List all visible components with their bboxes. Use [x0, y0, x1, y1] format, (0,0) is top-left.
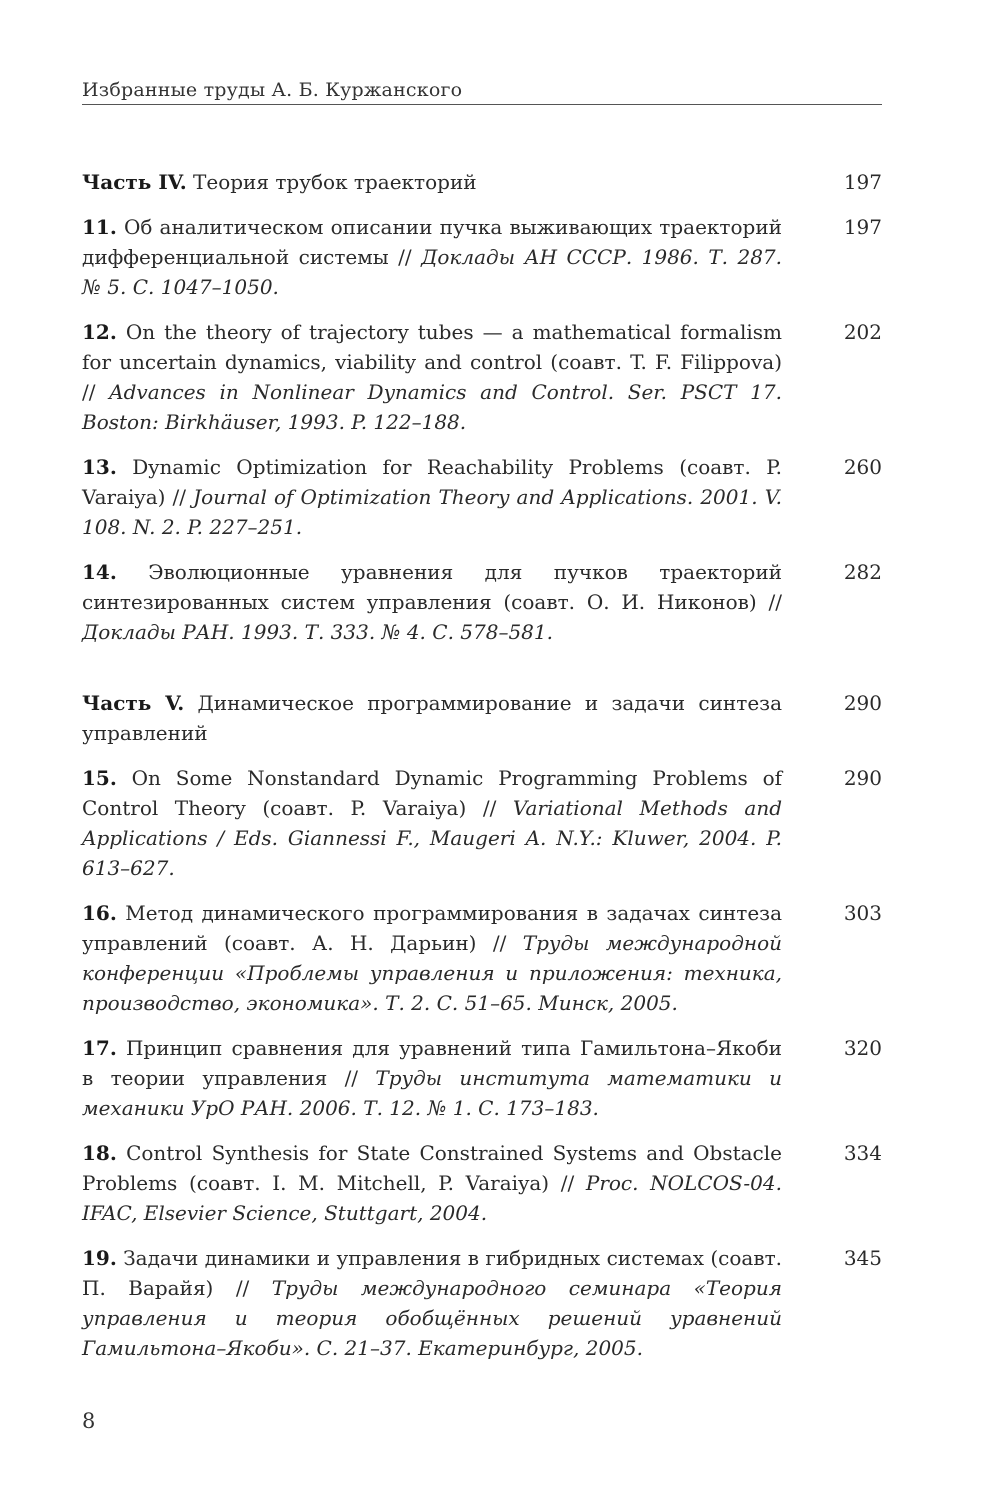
entry-separator: //	[388, 245, 422, 269]
entry-title: Dynamic Optimization for Reachability Problems (соавт. P. Varaiya)	[82, 455, 783, 509]
entry-number: 19.	[82, 1246, 117, 1270]
toc-page-number: 320	[843, 1036, 882, 1060]
toc-entry	[82, 763, 882, 883]
entry-source: Труды международной конференции «Проблемы управления и приложения: техника, производство, экономика». Т. 2. С. 51–65. Минск, 2005.	[82, 931, 782, 1015]
entry-separator: //	[327, 1066, 376, 1090]
entry-separator: //	[549, 1171, 586, 1195]
entry-title: On Some Nonstandard Dynamic Programming Problems of Control Theory (соавт. P. Varaiya)	[82, 766, 783, 820]
running-head: Избранные труды А. Б. Куржанского	[82, 79, 463, 101]
header-rule	[82, 104, 882, 105]
entry-number: 16.	[82, 901, 117, 925]
entry-title: Задачи динамики и управления в гибридных системах (соавт. П. Варайя)	[82, 1246, 783, 1300]
page-number: 8	[82, 1409, 96, 1433]
entry-source: Доклады АН СССР. 1986. Т. 287. № 5. С. 1047–1050.	[82, 245, 782, 299]
toc-page-number: 334	[843, 1141, 882, 1165]
toc-entry-text	[82, 557, 782, 647]
toc-entry	[82, 452, 882, 542]
entry-title: Метод динамического программирования в задачах синтеза управлений (соавт. А. Н. Дарьин)	[82, 901, 782, 955]
entry-source: Proc. NOLCOS-04. IFAC, Elsevier Science, Stuttgart, 2004.	[82, 1171, 782, 1225]
toc-entry-text	[82, 452, 782, 542]
toc-entry-text	[82, 898, 782, 1018]
entry-title: Об аналитическом описании пучка выживающих траекторий дифференциальной системы	[82, 215, 782, 269]
entry-source: Advances in Nonlinear Dynamics and Control. Ser. PSCT 17. Boston: Birkhäuser, 1993. P. 122–188.	[82, 380, 782, 434]
entry-separator: //	[466, 796, 513, 820]
toc-part-heading	[82, 167, 882, 197]
entry-separator: //	[213, 1276, 272, 1300]
entry-separator: //	[165, 485, 194, 509]
toc-entry-text	[82, 212, 782, 302]
entry-number: 15.	[82, 766, 117, 790]
toc-entry-text	[82, 763, 782, 883]
entry-number: 13.	[82, 455, 117, 479]
entry-title: On the theory of trajectory tubes — a mathematical formalism for uncertain dynamics, viability and control (соавт. T. F. Filippova)	[82, 320, 783, 374]
toc-page-number: 345	[843, 1246, 882, 1270]
toc-entry-text	[82, 1138, 782, 1228]
toc-page-number: 260	[843, 455, 882, 479]
toc-page-number: 282	[843, 560, 882, 584]
toc-page-number: 290	[843, 766, 882, 790]
entry-title: Эволюционные уравнения для пучков траекторий синтезированных систем управления (соавт. О. И. Никонов)	[82, 560, 782, 614]
entry-separator: //	[476, 931, 523, 955]
toc-page-number: 303	[843, 901, 882, 925]
toc-page-number: 197	[843, 215, 882, 239]
part-title: Теория трубок траекторий	[193, 170, 477, 194]
toc-entry	[82, 1033, 882, 1123]
entry-number: 17.	[82, 1036, 117, 1060]
entry-number: 14.	[82, 560, 117, 584]
toc-entry	[82, 557, 882, 647]
part-label: Часть IV.	[82, 170, 187, 194]
entry-number: 11.	[82, 215, 117, 239]
entry-title: Принцип сравнения для уравнений типа Гамильтона–Якоби в теории управления	[82, 1036, 783, 1090]
entry-separator: //	[756, 590, 782, 614]
toc-entry	[82, 1243, 882, 1363]
entry-source: Variational Methods and Applications / Eds. Giannessi F., Maugeri A. N.Y.: Kluwer, 2004. P. 613–627.	[82, 796, 782, 880]
toc-entry	[82, 1138, 882, 1228]
toc-entry	[82, 898, 882, 1018]
part-title: Динамическое программирование и задачи синтеза управлений	[82, 691, 782, 745]
entry-number: 12.	[82, 320, 117, 344]
toc-page-number: 290	[843, 691, 882, 715]
entry-source: Труды международного семинара «Теория управления и теория обобщённых решений уравнений Гамильтона–Якоби». С. 21–37. Екатеринбург, 2005.	[82, 1276, 782, 1360]
part-label: Часть V.	[82, 691, 185, 715]
entry-separator: //	[82, 380, 110, 404]
toc-part-text	[82, 688, 782, 748]
toc-entry	[82, 317, 882, 437]
entry-source: Доклады РАН. 1993. Т. 333. № 4. С. 578–581.	[82, 620, 553, 644]
toc-entry-text	[82, 1033, 782, 1123]
toc-part-heading	[82, 688, 882, 748]
toc-page-number: 202	[843, 320, 882, 344]
toc-entry	[82, 212, 882, 302]
entry-number: 18.	[82, 1141, 117, 1165]
toc-page-number: 197	[843, 170, 882, 194]
entry-title: Control Synthesis for State Constrained Systems and Obstacle Problems (соавт. I. M. Mitchell, P. Varaiya)	[82, 1141, 782, 1195]
toc-entry-text	[82, 1243, 782, 1363]
table-of-contents	[82, 167, 882, 1378]
toc-part-text	[82, 167, 782, 197]
entry-source: Труды института математики и механики УрО РАН. 2006. Т. 12. № 1. С. 173–183.	[82, 1066, 782, 1120]
toc-entry-text	[82, 317, 782, 437]
entry-source: Journal of Optimization Theory and Applications. 2001. V. 108. N. 2. P. 227–251.	[82, 485, 782, 539]
